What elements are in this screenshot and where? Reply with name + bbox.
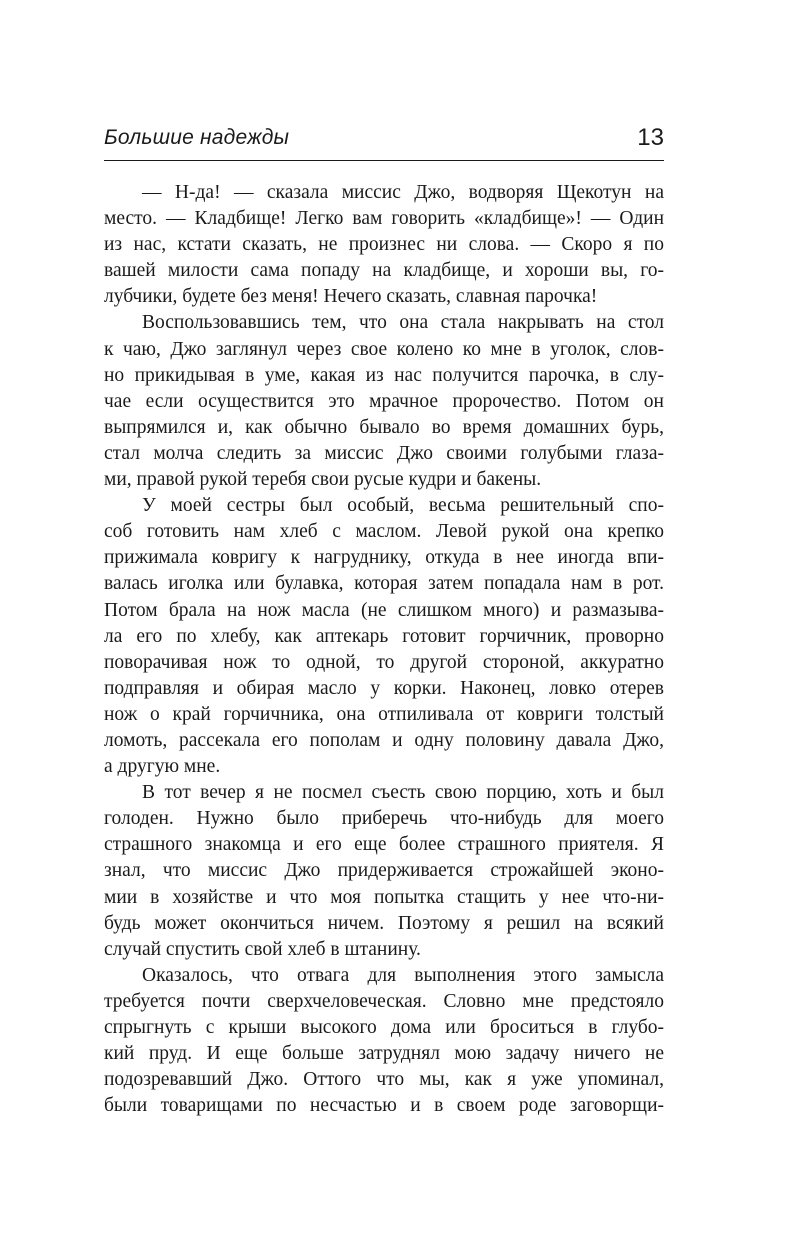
text-line: из нас, кстати сказать, не произнес ни слова. — Скоро я по [104,234,664,256]
text-line: — Н-да! — сказала миссис Джо, водворяя Щекотун на [142,182,664,203]
paragraph [104,310,664,493]
text-line: У моей сестры был особый, весьма решительный спо- [142,495,664,517]
text-line: случай спустить свой хлеб в штанину. [104,938,421,960]
text-line: место. — Кладбище! Легко вам говорить «кладбище»! — Один [104,208,664,230]
text-line: стал молча следить за миссис Джо своими голубыми глаза- [104,442,664,464]
text-line: спрыгнуть с крыши высокого дома или броситься в глубо- [104,1017,664,1038]
text-line: прижимала ковригу к нагруднику, откуда в нее иногда впи- [104,547,664,569]
text-line: ми, правой рукой теребя свои русые кудри и бакены. [104,469,542,491]
text-line: Потом брала на нож масла (не слишком много) и размазыва- [104,599,664,621]
paragraph [104,963,664,1120]
text-line: Оказалось, что отвага для выполнения этого замысла [142,964,664,986]
text-line: страшного знакомца и его еще более страшного приятеля. Я [104,834,664,856]
text-line: валась иголка или булавка, которая затем попадала нам в рот. [104,573,664,595]
text-line: соб готовить нам хлеб с маслом. Левой рукой она крепко [104,521,664,543]
text-line: голоден. Нужно было приберечь что-нибудь для моего [104,808,664,830]
text-line: кий пруд. И еще больше затруднял мою задачу ничего не [104,1043,664,1065]
text-line: требуется почти сверхчеловеческая. Словно мне предстояло [104,990,664,1012]
text-line: ла его по хлебу, как аптекарь готовит горчичник, проворно [104,625,664,647]
text-line: подозревавший Джо. Оттого что мы, как я уже упоминал, [104,1069,664,1091]
page-number: 13 [637,124,664,151]
text-line: к чаю, Джо заглянул через свое колено ко мне в уголок, слов- [104,338,664,360]
text-line: ломоть, рассекала его пополам и одну половину давала Джо, [104,729,664,751]
text-line: будь может окончиться ничем. Поэтому я решил на всякий [104,912,664,934]
text-line: лубчики, будете без меня! Нечего сказать, славная парочка! [104,286,598,308]
text-line: поворачивая нож то одной, то другой стороной, аккуратно [104,651,664,673]
text-line: подправляя и обирая масло у корки. Наконец, ловко отерев [104,677,664,699]
page-header [104,124,664,161]
text-line: а другую мне. [104,756,221,778]
paragraph [104,493,664,780]
text-line: Воспользовавшись тем, что она стала накрывать на стол [142,312,664,334]
text-line: были товарищами по несчастью и в своем роде заговорщи- [104,1095,664,1117]
text-line: В тот вечер я не посмел съесть свою порцию, хоть и был [142,782,664,804]
text-line: но прикидывая в уме, какая из нас получится парочка, в слу- [104,364,664,386]
text-line: выпрямился и, как обычно бывало во время домашних бурь, [104,416,664,438]
body-text [104,180,664,1119]
text-line: чае если осуществится это мрачное пророчество. Потом он [104,390,664,412]
text-line: вашей милости сама попаду на кладбище, и хороши вы, го- [104,260,664,282]
text-line: знал, что миссис Джо придерживается строжайшей эконо- [104,860,664,882]
running-title: Большие надежды [104,126,290,149]
text-line: нож о край горчичника, она отпиливала от ковриги толстый [104,703,664,725]
paragraph [104,780,664,963]
paragraph [104,180,664,310]
text-line: мии в хозяйстве и что моя попытка стащить у нее что-ни- [104,886,664,908]
